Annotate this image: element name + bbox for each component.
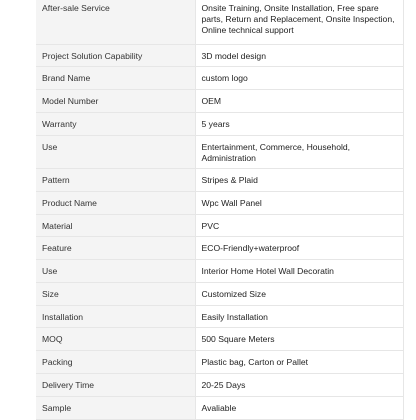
spec-row [36, 328, 404, 351]
spec-label: Use [42, 142, 58, 152]
spec-label-cell [36, 215, 195, 237]
spec-label: Brand Name [42, 73, 91, 83]
spec-value-cell [195, 215, 404, 237]
spec-row [36, 374, 404, 397]
spec-row [36, 215, 404, 237]
spec-value-cell [195, 113, 404, 136]
spec-row [36, 169, 404, 192]
spec-value: custom logo [201, 73, 248, 83]
spec-value-cell [195, 90, 404, 113]
spec-label: Sample [42, 403, 72, 413]
spec-value: Plastic bag, Carton or Pallet [201, 357, 309, 367]
spec-value: Entertainment, Commerce, Household, Administration [201, 142, 351, 163]
spec-label: Model Number [42, 96, 99, 106]
spec-label-cell [36, 113, 195, 136]
spec-row [36, 45, 404, 67]
spec-value: 3D model design [201, 51, 266, 61]
spec-value-cell [195, 237, 404, 260]
spec-value: 20-25 Days [201, 380, 246, 390]
spec-label-cell [36, 397, 195, 420]
spec-row [36, 260, 404, 283]
spec-value-cell [195, 136, 404, 169]
spec-row [36, 113, 404, 136]
spec-value-cell [195, 397, 404, 420]
spec-label: Product Name [42, 198, 97, 208]
spec-label-cell [36, 169, 195, 192]
spec-table-body [36, 0, 404, 420]
spec-value: 500 Square Meters [201, 334, 275, 344]
spec-value: Onsite Training, Onsite Installation, Free spare parts, Return and Replacement, Onsite Inspection, Online technical support [201, 3, 395, 35]
spec-value-cell [195, 192, 404, 215]
spec-row [36, 136, 404, 169]
spec-value: ECO-Friendly+waterproof [201, 243, 300, 253]
spec-value: Customized Size [201, 289, 266, 299]
spec-label-cell [36, 192, 195, 215]
spec-value-cell [195, 169, 404, 192]
spec-label-cell [36, 374, 195, 397]
spec-row [36, 283, 404, 306]
spec-label: Size [42, 289, 59, 299]
spec-label-cell [36, 283, 195, 306]
spec-value-cell [195, 260, 404, 283]
spec-value: PVC [201, 221, 220, 231]
spec-label: Installation [42, 312, 84, 322]
spec-value: OEM [201, 96, 222, 106]
spec-label-cell [36, 306, 195, 328]
spec-label: Project Solution Capability [42, 51, 143, 61]
spec-label: Feature [42, 243, 72, 253]
spec-label-cell [36, 351, 195, 374]
spec-label: Use [42, 266, 58, 276]
spec-label-cell [36, 90, 195, 113]
spec-row [36, 90, 404, 113]
spec-label-cell [36, 45, 195, 67]
spec-value: Easily Installation [201, 312, 268, 322]
spec-value: Interior Home Hotel Wall Decoratin [201, 266, 334, 276]
spec-value-cell [195, 306, 404, 328]
spec-value: Stripes & Plaid [201, 175, 258, 185]
product-spec-table [36, 0, 404, 420]
spec-value-cell [195, 328, 404, 351]
spec-label-cell [36, 136, 195, 169]
spec-row [36, 351, 404, 374]
spec-value: 5 years [201, 119, 230, 129]
spec-label: Warranty [42, 119, 77, 129]
spec-label: MOQ [42, 334, 63, 344]
spec-row [36, 0, 404, 45]
spec-label: Pattern [42, 175, 70, 185]
spec-value-cell [195, 351, 404, 374]
spec-label: After-sale Service [42, 3, 110, 13]
spec-row [36, 237, 404, 260]
spec-row [36, 397, 404, 420]
spec-label-cell [36, 328, 195, 351]
spec-row [36, 192, 404, 215]
spec-row [36, 67, 404, 90]
spec-value-cell [195, 283, 404, 306]
spec-value-cell [195, 45, 404, 67]
spec-row [36, 306, 404, 328]
spec-value: Wpc Wall Panel [201, 198, 262, 208]
spec-value: Avaliable [201, 403, 237, 413]
spec-value-cell [195, 374, 404, 397]
spec-label-cell [36, 67, 195, 90]
spec-label: Material [42, 221, 73, 231]
spec-label: Packing [42, 357, 73, 367]
spec-value-cell [195, 67, 404, 90]
spec-label: Delivery Time [42, 380, 95, 390]
spec-label-cell [36, 0, 195, 45]
spec-label-cell [36, 237, 195, 260]
spec-value-cell [195, 0, 404, 45]
spec-label-cell [36, 260, 195, 283]
